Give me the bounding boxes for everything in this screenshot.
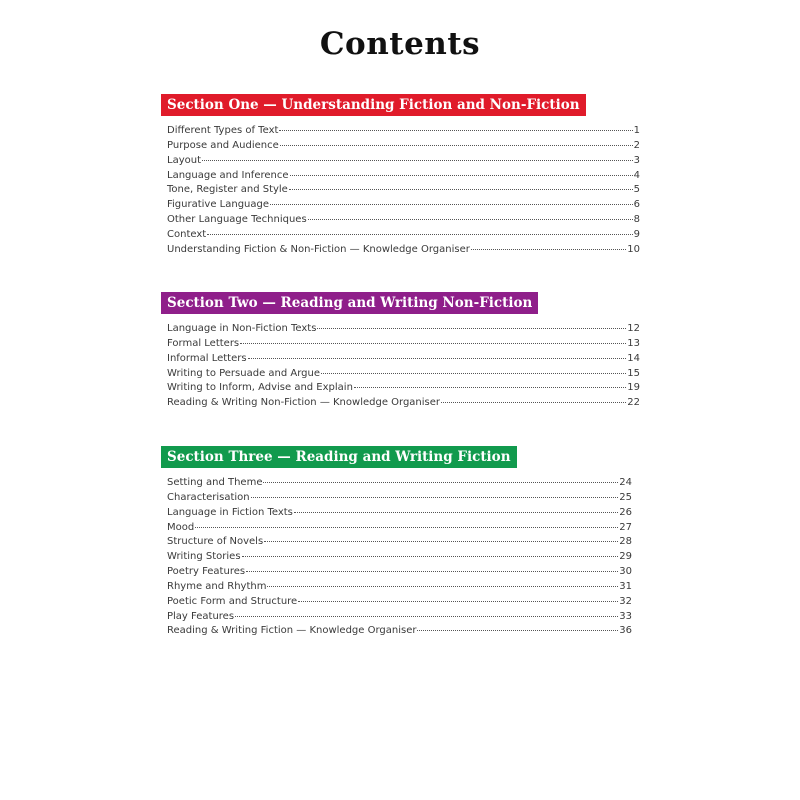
toc-entry-title: Structure of Novels <box>167 536 264 548</box>
toc-entry-page: 12 <box>627 323 640 334</box>
dot-leader <box>290 175 633 176</box>
toc-entry[interactable] <box>167 610 632 625</box>
toc-entry-page: 8 <box>633 214 640 226</box>
toc-entry[interactable] <box>167 565 632 580</box>
toc-entry-title: Writing Stories <box>167 551 241 563</box>
toc-entry[interactable] <box>167 352 640 367</box>
toc-entry[interactable] <box>167 550 632 565</box>
toc-entry[interactable] <box>167 213 640 228</box>
toc-entry[interactable] <box>167 243 640 258</box>
dot-leader <box>308 219 633 220</box>
dot-leader <box>298 601 618 602</box>
toc-entry[interactable] <box>167 521 632 536</box>
toc-entry[interactable] <box>167 580 632 595</box>
toc-entry[interactable] <box>167 169 640 184</box>
dot-leader <box>242 556 619 557</box>
section-three <box>161 446 640 639</box>
toc-entry-title: Language in Fiction Texts <box>167 506 293 518</box>
toc-entry-title: Informal Letters <box>167 352 247 364</box>
toc-entry-title: Mood <box>167 521 195 533</box>
dot-leader <box>263 482 618 483</box>
toc-entry-page: 30 <box>619 566 632 578</box>
toc-entry-title: Play Features <box>167 610 235 622</box>
toc-entry-title: Figurative Language <box>167 199 270 211</box>
dot-leader <box>240 343 626 344</box>
toc-entry-title: Reading & Writing Non-Fiction — Knowledge Organiser <box>167 397 441 409</box>
toc-entry-page: 26 <box>619 506 632 518</box>
toc-entry-title: Context <box>167 228 207 240</box>
toc-entry[interactable] <box>167 139 640 154</box>
toc-entry[interactable] <box>167 228 640 243</box>
toc-entry-page: 14 <box>627 352 640 364</box>
section-one-entries <box>167 124 640 258</box>
section-two-header: Section Two — Reading and Writing Non-Fiction <box>161 292 538 314</box>
dot-leader <box>417 630 618 631</box>
toc-entry-title: Reading & Writing Fiction — Knowledge Organiser <box>167 625 417 637</box>
dot-leader <box>195 527 618 528</box>
toc-entry[interactable] <box>167 198 640 213</box>
toc-entry[interactable] <box>167 124 640 139</box>
toc-entry-title: Tone, Register and Style <box>167 184 288 196</box>
toc-entry-page: 36 <box>619 625 632 637</box>
toc-entry-title: Layout <box>167 154 201 166</box>
section-three-header: Section Three — Reading and Writing Fiction <box>161 446 517 468</box>
dot-leader <box>251 497 619 498</box>
toc-entry-page: 22 <box>627 397 640 409</box>
toc-entry[interactable] <box>167 367 640 382</box>
dot-leader <box>321 373 626 374</box>
toc-entry-page: 31 <box>619 580 632 592</box>
dot-leader <box>267 586 618 587</box>
toc-entry-page: 15 <box>627 367 640 379</box>
dot-leader <box>471 249 626 250</box>
toc-entry-page: 28 <box>619 536 632 548</box>
toc-entry-page: 1 <box>633 125 640 136</box>
dot-leader <box>207 234 632 235</box>
toc-entry-title: Setting and Theme <box>167 477 263 488</box>
dot-leader <box>264 541 618 542</box>
toc-entry[interactable] <box>167 535 632 550</box>
toc-entry-title: Formal Letters <box>167 337 240 349</box>
section-two <box>161 292 640 411</box>
toc-entry-title: Understanding Fiction & Non-Fiction — Knowledge Organiser <box>167 243 470 255</box>
page-title: Contents <box>319 26 481 62</box>
section-two-entries <box>167 322 640 411</box>
toc-entry[interactable] <box>167 595 632 610</box>
toc-entry[interactable] <box>167 183 640 198</box>
toc-entry[interactable] <box>167 624 632 639</box>
toc-entry[interactable] <box>167 476 632 491</box>
dot-leader <box>441 402 626 403</box>
toc-entry[interactable] <box>167 506 632 521</box>
dot-leader <box>280 145 633 146</box>
toc-entry-page: 5 <box>633 184 640 196</box>
toc-entry[interactable] <box>167 154 640 169</box>
toc-entry-title: Writing to Inform, Advise and Explain <box>167 382 353 394</box>
toc-entry-page: 27 <box>619 521 632 533</box>
dot-leader <box>248 358 627 359</box>
toc-entry-page: 24 <box>619 477 632 488</box>
toc-entry-page: 33 <box>619 610 632 622</box>
toc-entry[interactable] <box>167 381 640 396</box>
toc-entry-title: Writing to Persuade and Argue <box>167 367 321 379</box>
toc-entry-page: 13 <box>627 337 640 349</box>
toc-entry-title: Language and Inference <box>167 169 289 181</box>
dot-leader <box>354 387 626 388</box>
toc-entry-page: 29 <box>619 551 632 563</box>
toc-entry-page: 32 <box>619 595 632 607</box>
dot-leader <box>317 328 626 329</box>
dot-leader <box>270 204 633 205</box>
dot-leader <box>279 130 632 131</box>
toc-entry[interactable] <box>167 396 640 411</box>
toc-entry-title: Characterisation <box>167 491 250 503</box>
section-one-header: Section One — Understanding Fiction and Non-Fiction <box>161 94 586 116</box>
toc-entry-title: Rhyme and Rhythm <box>167 580 267 592</box>
toc-entry[interactable] <box>167 322 640 337</box>
toc-entry-page: 2 <box>633 139 640 151</box>
toc-entry-title: Poetic Form and Structure <box>167 595 298 607</box>
toc-entry-page: 6 <box>633 199 640 211</box>
toc-entry-page: 4 <box>633 169 640 181</box>
toc-entry-title: Different Types of Text <box>167 125 279 136</box>
toc-entry[interactable] <box>167 491 632 506</box>
dot-leader <box>246 571 618 572</box>
dot-leader <box>202 160 633 161</box>
toc-entry-title: Purpose and Audience <box>167 139 279 151</box>
dot-leader <box>294 512 618 513</box>
dot-leader <box>235 616 618 617</box>
toc-entry[interactable] <box>167 337 640 352</box>
toc-entry-title: Language in Non-Fiction Texts <box>167 323 317 334</box>
section-one <box>161 94 640 258</box>
toc-entry-page: 19 <box>627 382 640 394</box>
toc-entry-title: Other Language Techniques <box>167 214 307 226</box>
toc-entry-page: 25 <box>619 491 632 503</box>
toc-entry-page: 9 <box>633 228 640 240</box>
toc-entry-page: 10 <box>627 243 640 255</box>
toc-entry-title: Poetry Features <box>167 566 246 578</box>
dot-leader <box>289 189 633 190</box>
section-three-entries <box>167 476 632 639</box>
toc-entry-page: 3 <box>633 154 640 166</box>
